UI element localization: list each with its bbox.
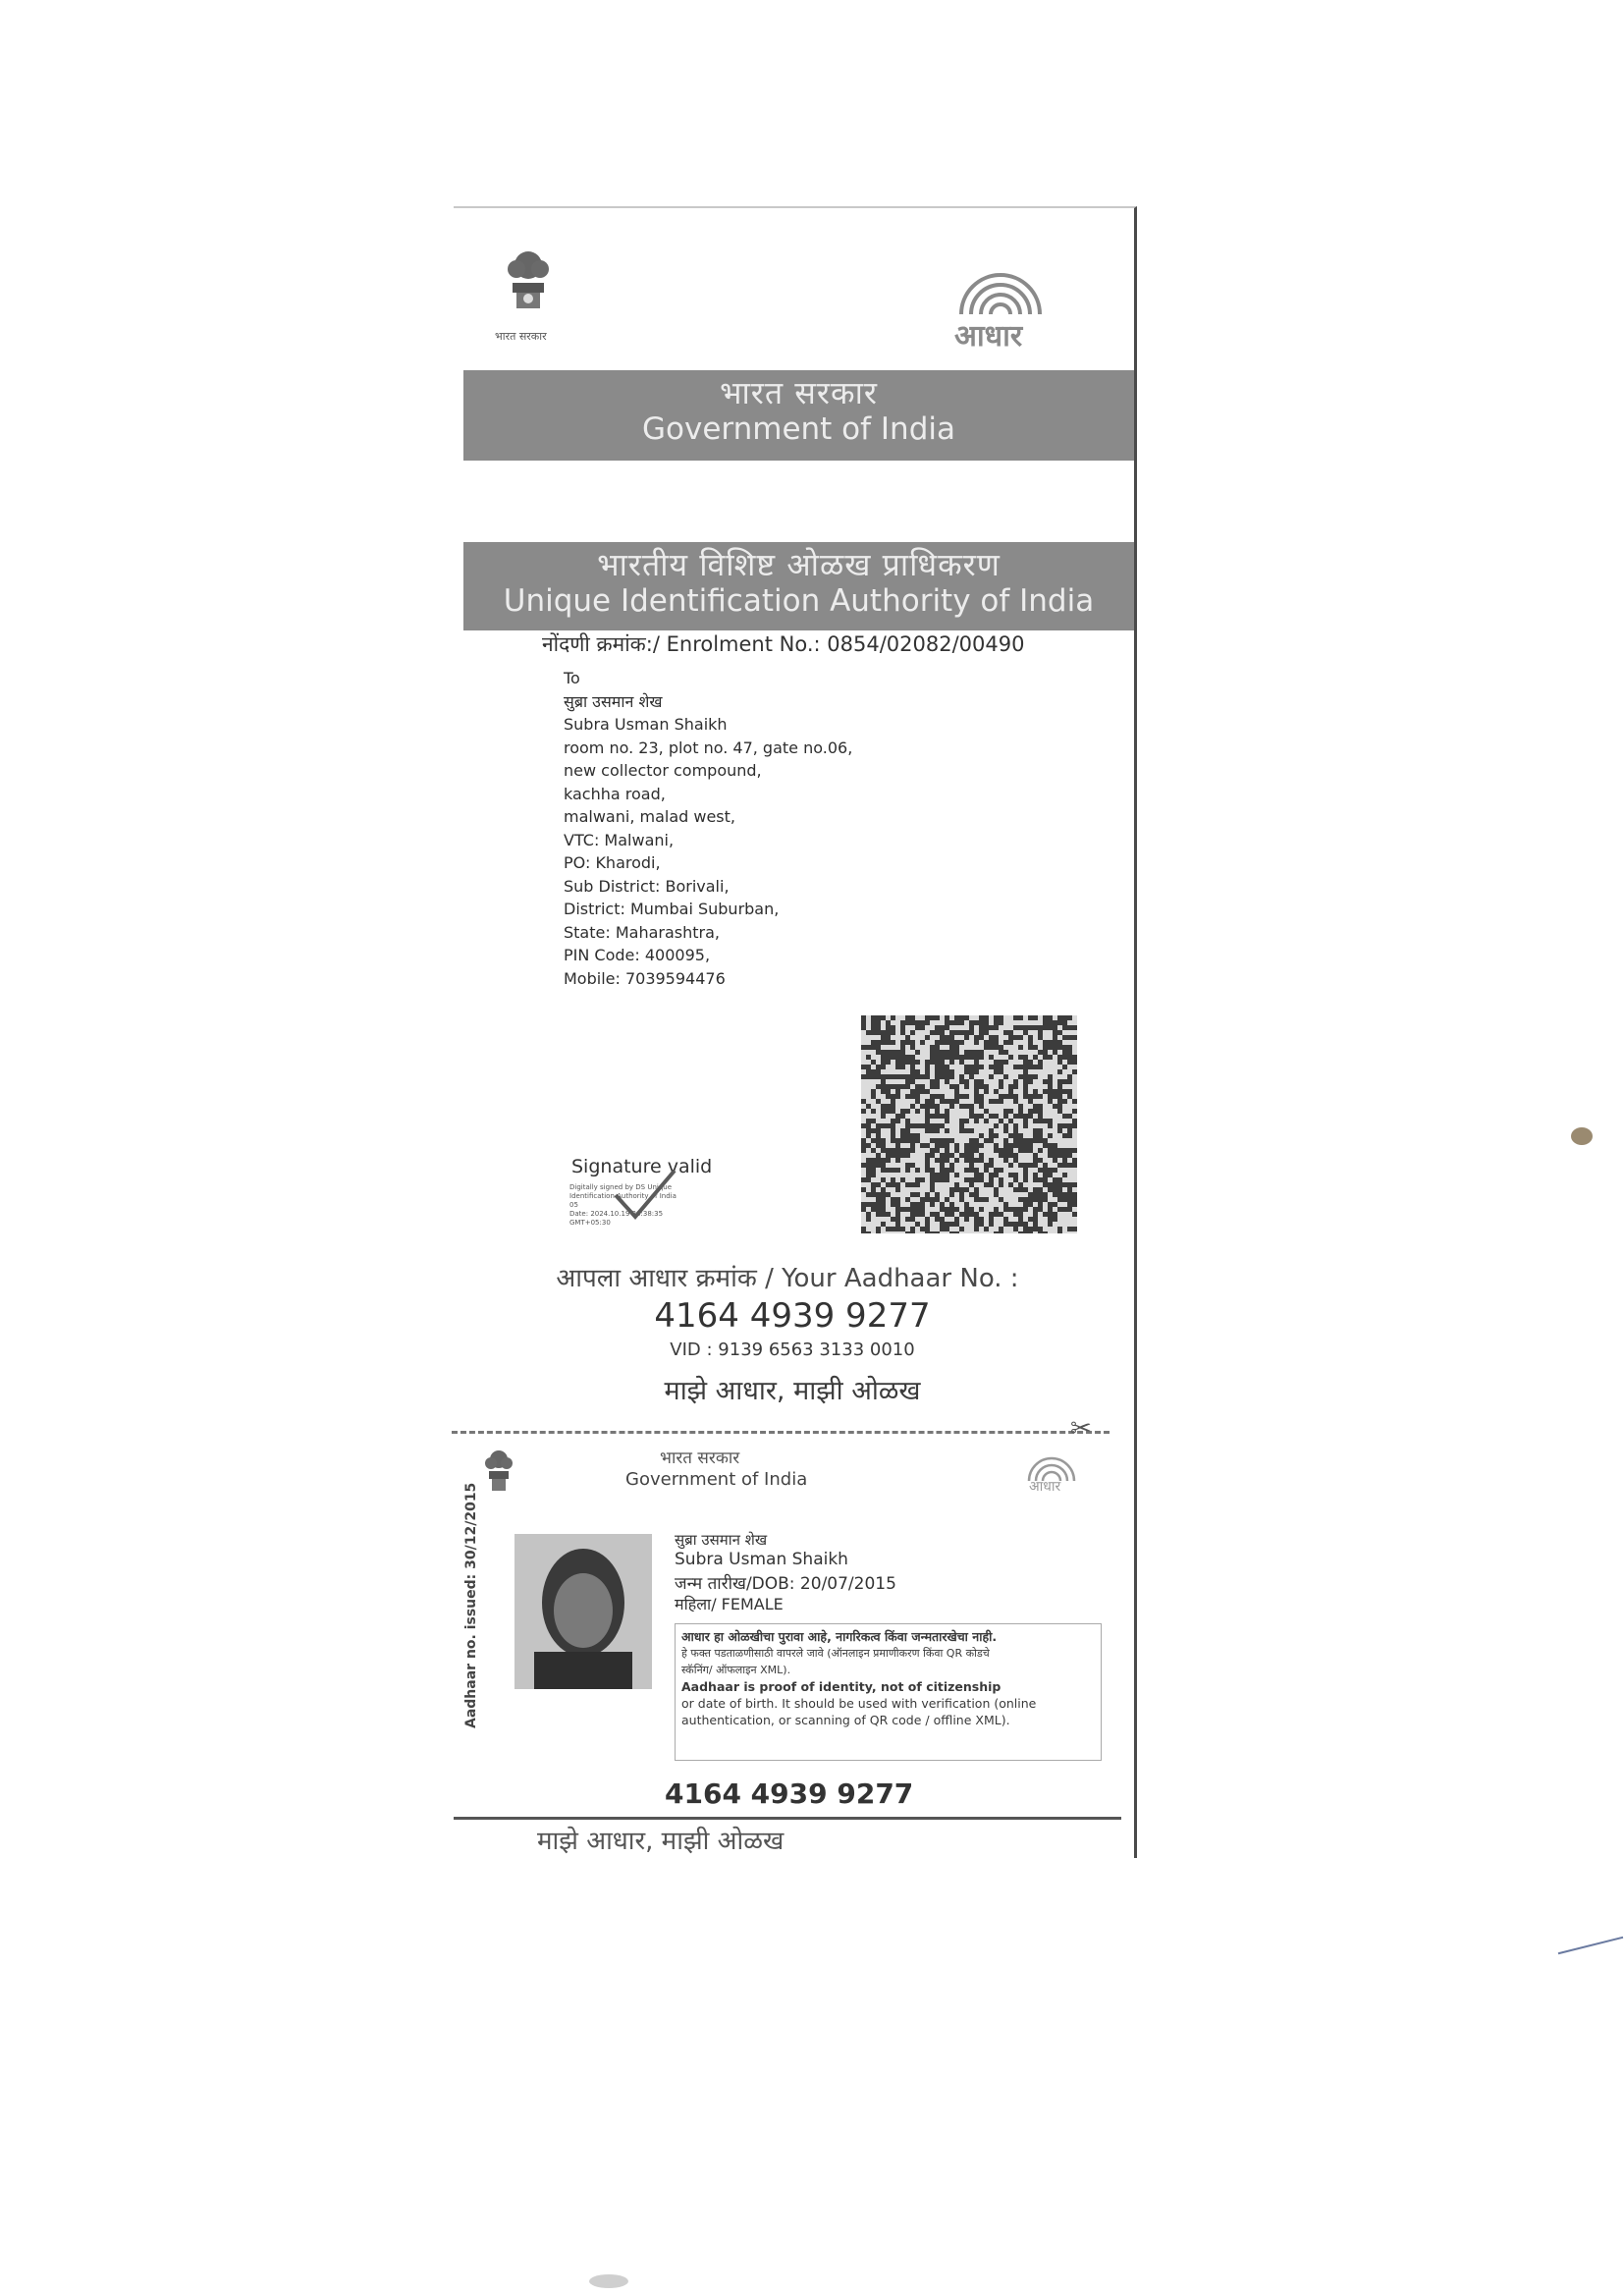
- uidai-band: [463, 542, 1134, 630]
- address-line: new collector compound,: [564, 761, 762, 780]
- scan-speck: [589, 2274, 628, 2288]
- card-gov-hindi: भारत सरकार: [660, 1449, 740, 1468]
- address-line: सुब्रा उसमान शेख: [564, 691, 663, 711]
- signature-detail-line: GMT+05:30: [569, 1219, 611, 1227]
- address-line: Sub District: Borivali,: [564, 876, 730, 896]
- disclaimer-line: हे फक्त पडताळणीसाठी वापरले जावे (ऑनलाइन प्रमाणीकरण किंवा QR कोडचे: [681, 1647, 990, 1660]
- scissors-icon: ✂: [1070, 1414, 1092, 1444]
- vid-number: VID : 9139 6563 3133 0010: [670, 1339, 915, 1360]
- enrolment-number: नोंदणी क्रमांक:/ Enrolment No.: 0854/02082/00490: [542, 632, 1025, 656]
- aadhaar-card: [454, 1444, 1121, 1856]
- signature-valid-label: Signature valid: [571, 1156, 713, 1177]
- card-aadhaar-number: 4164 4939 9277: [665, 1777, 914, 1810]
- government-band: [463, 370, 1134, 461]
- emblem-caption: भारत सरकार: [495, 330, 547, 343]
- holder-name-english: Subra Usman Shaikh: [675, 1550, 848, 1569]
- address-line: To: [564, 669, 580, 687]
- disclaimer-line: स्कॅनिंग/ ऑफलाइन XML).: [681, 1664, 791, 1676]
- signature-detail-line: Date: 2024.10.19 20:38:35: [569, 1210, 664, 1218]
- qr-code: [861, 1015, 1077, 1233]
- national-emblem-icon: [499, 236, 558, 319]
- scan-mark-line: [1558, 1937, 1623, 1954]
- holder-name-hindi: सुब्रा उसमान शेख: [675, 1531, 768, 1549]
- signature-detail-line: 05: [569, 1201, 578, 1209]
- cut-line: [452, 1431, 1110, 1434]
- aadhaar-tagline: माझे आधार, माझी ओळख: [664, 1376, 921, 1406]
- aadhaar-fingerprint-icon: [947, 249, 1055, 318]
- signature-check-icon: [611, 1166, 679, 1225]
- address-line: District: Mumbai Suburban,: [564, 900, 780, 918]
- scan-speck: [1571, 1127, 1593, 1145]
- card-bottom-rule: [454, 1817, 1121, 1820]
- disclaimer-box: [675, 1623, 1102, 1761]
- holder-dob: जन्म तारीख/DOB: 20/07/2015: [675, 1574, 896, 1594]
- address-line: Mobile: 7039594476: [564, 968, 726, 988]
- aadhaar-logo-text: आधार: [954, 319, 1023, 354]
- signature-detail-line: Digitally signed by DS Unique: [569, 1183, 673, 1191]
- holder-photo: [514, 1534, 652, 1689]
- address-line: room no. 23, plot no. 47, gate no.06,: [564, 738, 853, 757]
- card-emblem-icon: [481, 1444, 516, 1495]
- address-line: Subra Usman Shaikh: [564, 715, 728, 734]
- card-tagline: माझे आधार, माझी ओळख: [537, 1827, 785, 1856]
- gov-english: Government of India: [642, 411, 955, 447]
- disclaimer-line: Aadhaar is proof of identity, not of citizenship: [681, 1679, 1001, 1694]
- address-line: malwani, malad west,: [564, 807, 735, 826]
- address-line: kachha road,: [564, 784, 666, 803]
- address-line: PO: Kharodi,: [564, 853, 661, 872]
- address-line: VTC: Malwani,: [564, 830, 675, 849]
- address-line: PIN Code: 400095,: [564, 946, 711, 964]
- gov-hindi: भारत सरकार: [720, 374, 878, 411]
- holder-gender: महिला/ FEMALE: [675, 1595, 784, 1613]
- card-gov-english: Government of India: [625, 1469, 808, 1490]
- disclaimer-line: आधार हा ओळखीचा पुरावा आहे, नागरिकत्व किंवा जन्मतारखेचा नाही.: [681, 1629, 998, 1644]
- card-aadhaar-logo-text: आधार: [1029, 1479, 1061, 1495]
- aadhaar-issued-date: Aadhaar no. issued: 30/12/2015: [463, 1482, 479, 1728]
- disclaimer-line: authentication, or scanning of QR code / offline XML).: [681, 1713, 1010, 1727]
- address-block: [564, 667, 852, 990]
- uidai-english: Unique Identification Authority of India: [503, 583, 1095, 619]
- signature-detail-line: Identification Authority of India: [569, 1192, 677, 1200]
- aadhaar-number: 4164 4939 9277: [654, 1296, 931, 1336]
- your-aadhaar-label: आपला आधार क्रमांक / Your Aadhaar No. :: [556, 1264, 1019, 1293]
- uidai-hindi: भारतीय विशिष्ट ओळख प्राधिकरण: [597, 546, 1001, 583]
- disclaimer-line: or date of birth. It should be used with verification (online: [681, 1696, 1037, 1711]
- address-line: State: Maharashtra,: [564, 922, 720, 942]
